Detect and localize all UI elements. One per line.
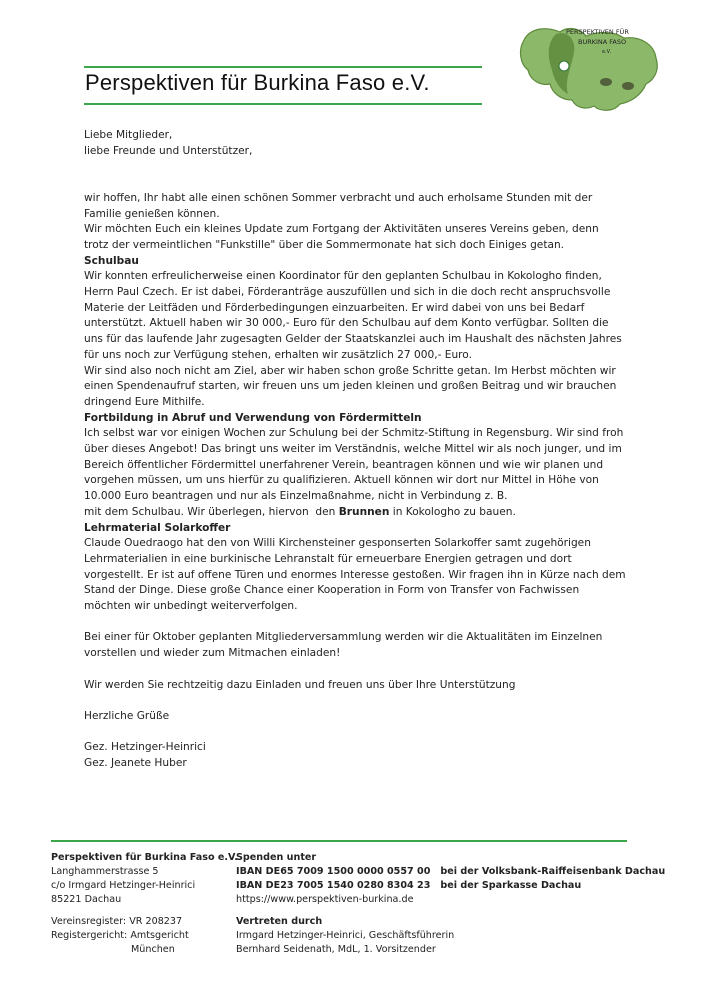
greeting: Liebe Mitglieder, xyxy=(84,129,173,141)
logo-text-line3: e.V. xyxy=(602,49,612,55)
footer-street: Langhammerstrasse 5 xyxy=(51,866,159,877)
footer-org-name: Perspektiven für Burkina Faso e.V. xyxy=(51,852,238,863)
paragraph-line: Herrn Paul Czech. Er ist dabei, Förderanträge auszufüllen und sich in die doch recht anspruchsvolle xyxy=(84,286,611,299)
footer-rule xyxy=(51,840,627,842)
emphasis-brunnen: Brunnen xyxy=(338,505,390,518)
footer-rep: Bernhard Seidenath, MdL, 1. Vorsitzender xyxy=(236,944,436,955)
closing: Herzliche Grüße xyxy=(84,709,170,722)
paragraph-line: einen Spendenaufruf starten, wir freuen uns um jeden kleinen und großen Beitrag und wir brauchen xyxy=(84,380,617,393)
paragraph-line: Lehrmaterialien in eine burkinische Lehranstalt für erneuerbare Energien getragen und dort xyxy=(84,552,572,565)
paragraph-line: dringend Eure Mithilfe. xyxy=(84,395,205,408)
section-heading-schulbau: Schulbau xyxy=(84,254,139,267)
paragraph-line: 10.000 Euro beantragen und nur als Einzelmaßnahme, nicht in Verbindung z. B. xyxy=(84,490,508,503)
logo-figure-right xyxy=(622,82,634,90)
text-run: mit dem Schulbau. Wir überlegen, hiervon den xyxy=(84,505,339,518)
footer-register: Vereinsregister: VR 208237 xyxy=(51,916,183,927)
footer-iban-volksbank: IBAN DE65 7009 1500 0000 0557 00 bei der Volksbank-Raiffeisenbank Dachau xyxy=(236,866,666,877)
greeting: liebe Freunde und Unterstützer, xyxy=(84,144,253,157)
paragraph-line: Wir möchten Euch ein kleines Update zum Fortgang der Aktivitäten unseres Vereins geben, denn xyxy=(84,223,599,236)
paragraph-line: Stand der Dinge. Diese große Chance einer Kooperation in Form von Transfer von Fachwissen xyxy=(84,584,580,597)
organization-logo xyxy=(516,22,662,114)
footer-website-link[interactable]: https://www.perspektiven-burkina.de xyxy=(236,894,414,905)
footer-iban-sparkasse: IBAN DE23 7005 1540 0280 8304 23 bei der Sparkasse Dachau xyxy=(236,880,582,891)
footer-address-column xyxy=(51,851,238,957)
footer-city: 85221 Dachau xyxy=(51,894,122,905)
header-rule-top xyxy=(84,66,482,68)
paragraph-line: Claude Ouedraogo hat den von Willi Kirchensteiner gesponserten Solarkoffer samt zugehörigen xyxy=(84,537,591,550)
section-heading-lehrmaterial: Lehrmaterial Solarkoffer xyxy=(84,521,231,534)
footer-rep-title: Vertreten durch xyxy=(236,916,323,927)
logo-figure-left xyxy=(600,78,612,86)
letter-body xyxy=(84,128,624,772)
paragraph-line: Familie genießen können. xyxy=(84,207,220,220)
paragraph-line: Wir konnten erfreulicherweise einen Koordinator für den geplanten Schulbau in Kokologho finden, xyxy=(84,270,602,283)
logo-sun-mark xyxy=(559,61,569,71)
paragraph-line: uns für das laufende Jahr zugesagten Gelder der Staatskanzlei auch im Haushalt des nächsten Jahres xyxy=(84,333,622,346)
paragraph-line: vorgehen müssen, um uns hierfür zu qualifizieren. Aktuell können wir dort nur Mittel in Höhe von xyxy=(84,474,599,487)
paragraph-line: Ich selbst war vor einigen Wochen zur Schulung bei der Schmitz-Stiftung in Regensburg. Wir sind froh xyxy=(84,427,624,440)
paragraph-line: Bei einer für Oktober geplanten Mitgliederversammlung werden wir die Aktualitäten im Einzelnen xyxy=(84,631,603,644)
paragraph-line: über dieses Angebot! Das bringt uns weiter im Verständnis, welche Mittel wir als noch junger, und im xyxy=(84,443,622,456)
paragraph-line: möchten wir unbedingt weiterverfolgen. xyxy=(84,600,298,613)
paragraph-line: Wir werden Sie rechtzeitig dazu Einladen und freuen uns über Ihre Unterstützung xyxy=(84,678,516,691)
paragraph-line: Wir sind also noch nicht am Ziel, aber wir haben schon große Schritte getan. Im Herbst möchten wir xyxy=(84,364,616,377)
footer-donations-title: Spenden unter xyxy=(236,852,317,863)
paragraph-line xyxy=(84,505,624,521)
paragraph-line: wir hoffen, Ihr habt alle einen schönen Sommer verbracht und auch erholsame Stunden mit der xyxy=(84,191,593,204)
footer-court-city: München xyxy=(131,944,175,955)
page-title: Perspektiven für Burkina Faso e.V. xyxy=(85,70,430,95)
paragraph-line: unterstützt. Aktuell haben wir 30 000,- Euro für den Schulbau auf dem Konto verfügbar. Sollten die xyxy=(84,317,609,330)
section-heading-fortbildung: Fortbildung in Abruf und Verwendung von Fördermitteln xyxy=(84,411,422,424)
paragraph-line: trotz der vermeintlichen "Funkstille" über die Sommermonate hat sich doch Einiges getan. xyxy=(84,238,565,251)
footer-court: Registergericht: Amtsgericht xyxy=(51,930,189,941)
text-run: in Kokologho zu bauen. xyxy=(389,505,516,518)
paragraph-line: für uns noch zur Verfügung stehen, erhalten wir zusätzlich 27 000,- Euro. xyxy=(84,348,472,361)
paragraph-line: Bereich öffentlicher Fördermittel unerfahrener Verein, beantragen können und wie wir planen und xyxy=(84,458,604,471)
paragraph-line: vorgestellt. Er ist auf offene Türen und enormes Interesse gestoßen. Wir fragen ihn in Kürze nach dem xyxy=(84,568,626,581)
footer-bank-column xyxy=(236,851,665,957)
footer-co: c/o Irmgard Hetzinger-Heinrici xyxy=(51,880,196,891)
footer-rep: Irmgard Hetzinger-Heinrici, Geschäftsführerin xyxy=(236,930,455,941)
paragraph-line: vorstellen und wieder zum Mitmachen einladen! xyxy=(84,647,341,660)
header-rule-bottom xyxy=(84,103,482,105)
paragraph-line: Materie der Leitfäden und Förderbedingungen einzuarbeiten. Er wird dabei von uns bei Bedarf xyxy=(84,301,585,314)
logo-text-line1: PERSPEKTIVEN FÜR xyxy=(566,28,629,36)
logo-text-line2: BURKINA FASO xyxy=(578,38,627,46)
signature: Gez. Hetzinger-Heinrici xyxy=(84,741,206,754)
signature: Gez. Jeanete Huber xyxy=(84,757,187,770)
